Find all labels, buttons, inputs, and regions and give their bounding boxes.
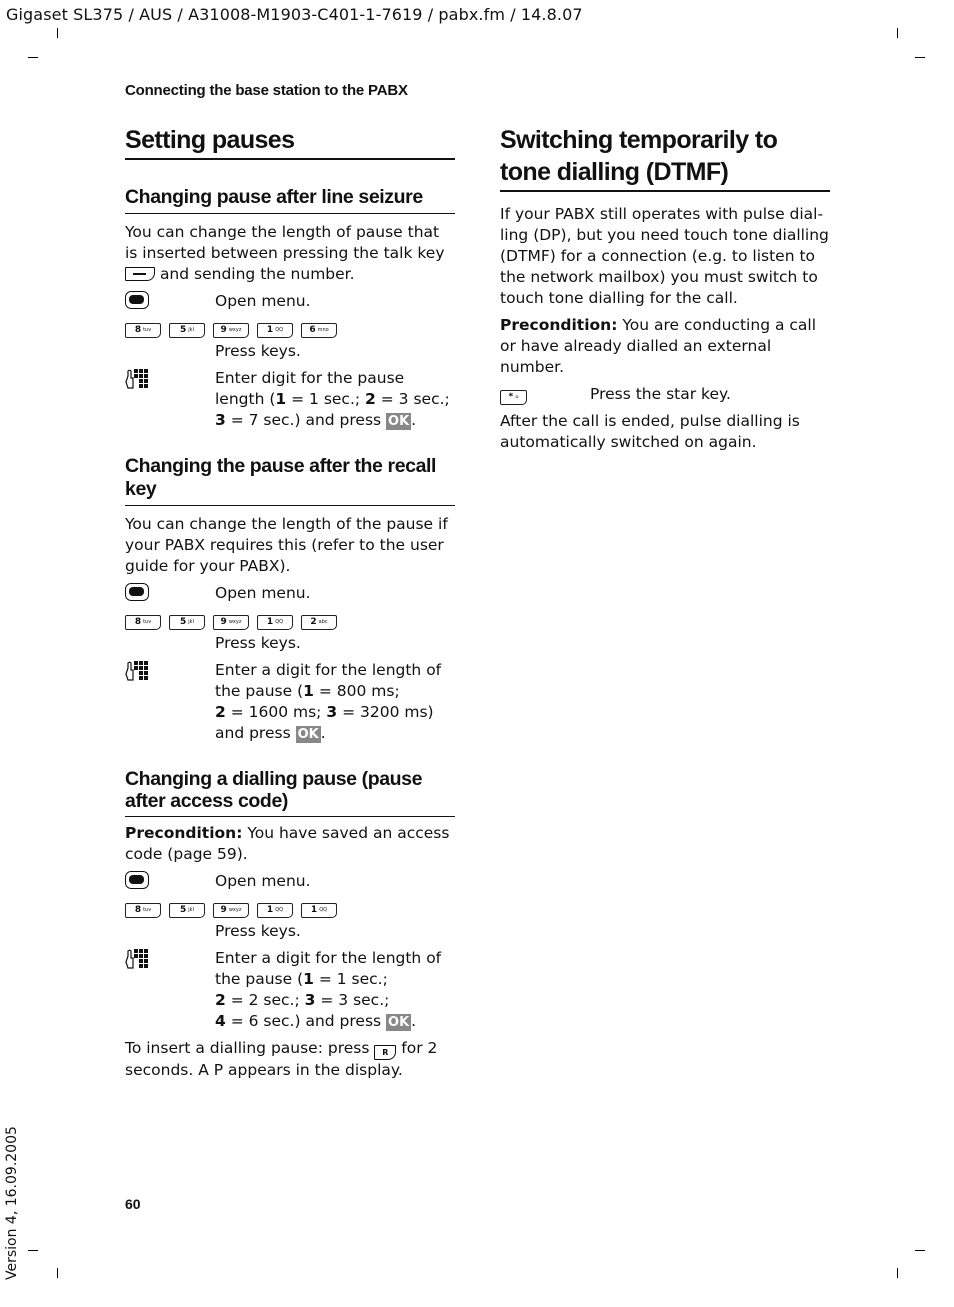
document-reference: Gigaset SL375 / AUS / A31008-M1903-C401-1-7619 / pabx.fm / 14.8.07: [6, 5, 583, 24]
step-enter-digit: [125, 368, 455, 431]
digit-key-icon: 8 tuv: [125, 323, 161, 338]
heading-line-seizure: Changing pause after line seizure: [125, 186, 455, 214]
intro-text: You can change the length of pause that is inserted between pressing the talk key: [125, 223, 445, 262]
step-text: Enter a digit for the length of the pause (1 = 1 sec.; 2 = 2 sec.; 3 = 3 sec.; 4 = 6 sec.) and press OK .: [215, 949, 442, 1030]
paragraph-dtmf-intro: If your PABX still operates with pulse dial-ling (DP), but you need touch tone dialling (DTMF) for a connection (e.g. to listen to the network mailbox) you must switch to touch tone dialling for the call.: [500, 205, 829, 307]
step-open-menu: [125, 583, 455, 607]
key-sequence: [125, 903, 455, 921]
digit-key-icon: 5 jkl: [169, 903, 205, 918]
menu-key-icon: [125, 291, 149, 309]
crop-mark: [57, 28, 58, 38]
paragraph-insert-pause: To insert a dialling pause: press R for 2 seconds. A P appears in the display.: [125, 1039, 438, 1079]
digit-key-icon: 1 QQ: [257, 323, 293, 338]
ok-key-icon: OK: [388, 414, 410, 429]
keypad-hand-icon: [125, 948, 215, 1032]
step-enter-digit: [125, 948, 455, 1032]
step-star-key: [500, 384, 830, 405]
keypad-hand-icon: [125, 368, 215, 431]
step-text: Press keys.: [215, 634, 301, 652]
digit-key-icon: 1 QQ: [301, 903, 337, 918]
left-column: [125, 124, 455, 1081]
paragraph-after-call: After the call is ended, pulse dialling is automatically switched on again.: [500, 412, 800, 451]
running-header: Connecting the base station to the PABX: [125, 82, 408, 99]
digit-key-icon: 8 tuv: [125, 903, 161, 918]
menu-key-icon: [125, 871, 149, 889]
heading-recall-key: Changing the pause after the recall key: [125, 455, 455, 506]
crop-mark: [28, 57, 38, 58]
step-text: Enter a digit for the length of the pause (1 = 800 ms; 2 = 1600 ms; 3 = 3200 ms) and press OK .: [215, 661, 442, 742]
digit-key-icon: 2 abc: [301, 615, 337, 630]
digit-key-icon: 1 QQ: [257, 615, 293, 630]
keypad-hand-icon: [125, 660, 215, 744]
step-enter-digit: [125, 660, 455, 744]
step-press-keys: [125, 921, 455, 942]
paragraph-line-seizure: [125, 222, 455, 285]
digit-key-icon: 9 wxyz: [213, 615, 249, 630]
ok-key-icon: OK: [388, 1015, 410, 1030]
digit-key-icon: 1 QQ: [257, 903, 293, 918]
talk-key-icon: [125, 267, 155, 281]
digit-key-icon: 9 wxyz: [213, 323, 249, 338]
digit-key-icon: 9 wxyz: [213, 903, 249, 918]
ok-key-icon: OK: [297, 727, 319, 742]
paragraph-precondition: Precondition: You have saved an access code (page 59).: [125, 824, 450, 863]
menu-key-icon: [125, 583, 149, 601]
star-key-icon: * ⌂: [500, 390, 527, 405]
digit-key-icon: 5 jkl: [169, 615, 205, 630]
digit-key-icon: 6 mno: [301, 323, 337, 338]
step-open-menu: [125, 871, 455, 895]
step-text: Open menu.: [215, 872, 311, 890]
step-press-keys: [125, 341, 455, 362]
paragraph-recall-key: You can change the length of the pause if your PABX requires this (refer to the user guide for your PABX).: [125, 515, 448, 575]
digit-key-icon: 8 tuv: [125, 615, 161, 630]
digit-key-icon: 5 jkl: [169, 323, 205, 338]
step-text: Open menu.: [215, 292, 311, 310]
key-sequence: [125, 323, 455, 341]
step-text: Press keys.: [215, 922, 301, 940]
step-text: Press the star key.: [590, 385, 731, 403]
recall-key-icon: R: [374, 1045, 396, 1060]
crop-mark: [28, 1250, 38, 1251]
page-title-setting-pauses: Setting pauses: [125, 124, 455, 160]
crop-mark: [897, 1268, 898, 1278]
crop-mark: [915, 1250, 925, 1251]
paragraph-precondition: Precondition: You are conducting a call or have already dialled an external number.: [500, 316, 817, 376]
key-sequence: [125, 615, 455, 633]
step-text: Open menu.: [215, 584, 311, 602]
step-open-menu: [125, 291, 455, 315]
version-stamp: Version 4, 16.09.2005: [4, 1126, 20, 1280]
step-text: Enter digit for the pause length (1 = 1 sec.; 2 = 3 sec.; 3 = 7 sec.) and press OK .: [215, 369, 450, 429]
step-text: Press keys.: [215, 342, 301, 360]
crop-mark: [915, 57, 925, 58]
step-press-keys: [125, 633, 455, 654]
crop-mark: [897, 28, 898, 38]
heading-dialling-pause: Changing a dialling pause (pause after access code): [125, 768, 455, 817]
crop-mark: [57, 1268, 58, 1278]
title-tone-dialling: Switching temporarily to tone dialling (DTMF): [500, 124, 830, 192]
intro-text: and sending the number.: [159, 265, 355, 283]
page-number: 60: [125, 1196, 141, 1212]
right-column: [500, 124, 830, 453]
